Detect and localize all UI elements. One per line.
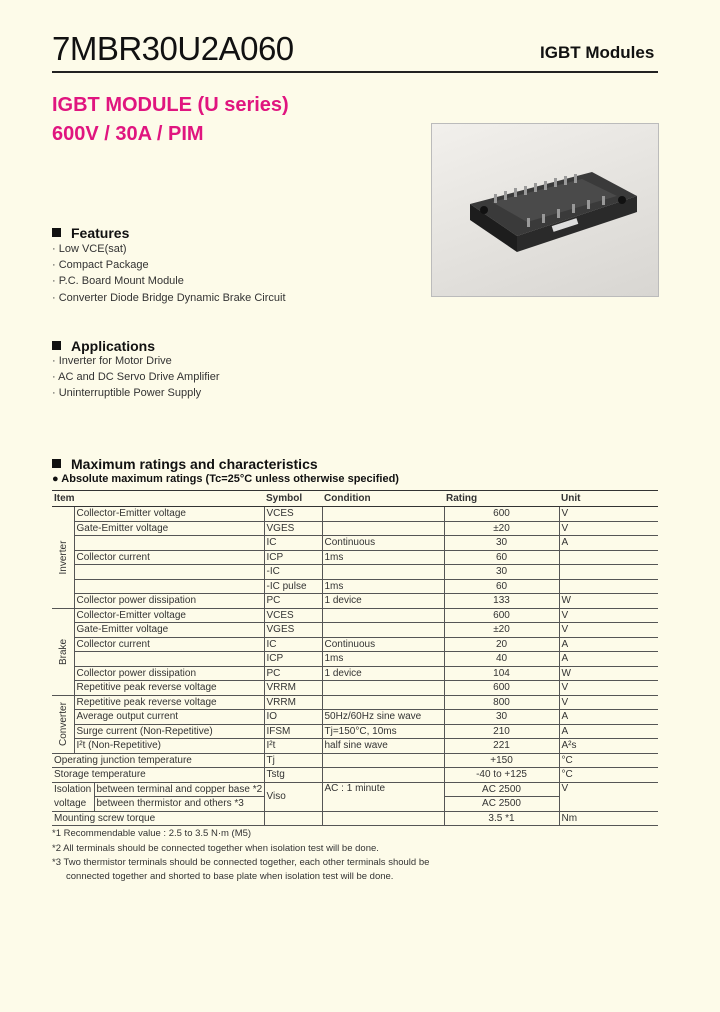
cell-item: Mounting screw torque (52, 811, 264, 826)
cell-symbol: PC (264, 594, 322, 609)
cell-symbol: VRRM (264, 695, 322, 710)
table-row (52, 550, 658, 565)
cell-condition (322, 608, 444, 623)
cell-rating: 600 (444, 681, 559, 696)
table-row (52, 637, 658, 652)
cell-rating: +150 (444, 753, 559, 768)
column-header: Unit (559, 491, 658, 507)
square-bullet-icon (52, 341, 61, 350)
feature-item: · Low VCE(sat) (52, 243, 127, 255)
table-row (52, 594, 658, 609)
ratings-heading-label: Maximum ratings and characteristics (71, 456, 318, 472)
cell-item: Gate-Emitter voltage (74, 623, 264, 638)
cell-item: Storage temperature (52, 768, 264, 783)
cell-item: Average output current (74, 710, 264, 725)
cell-condition: 1 device (322, 594, 444, 609)
cell-rating: 30 (444, 536, 559, 551)
cell-condition: 1ms (322, 579, 444, 594)
table-row (52, 739, 658, 754)
cell-symbol: I²t (264, 739, 322, 754)
column-header: Condition (322, 491, 444, 507)
cell-rating: 30 (444, 710, 559, 725)
column-header: Item (52, 491, 264, 507)
footnote: connected together and shorted to base plate when isolation test will be done. (66, 871, 394, 882)
cell-condition (322, 565, 444, 580)
cell-item: Collector power dissipation (74, 666, 264, 681)
cell-item: Collector power dissipation (74, 594, 264, 609)
column-header: Symbol (264, 491, 322, 507)
group-label-converter: Converter (52, 695, 74, 753)
ratings-subheading: ● Absolute maximum ratings (Tc=25°C unless otherwise specified) (52, 473, 399, 485)
cell-rating: 221 (444, 739, 559, 754)
cell-rating: 3.5 *1 (444, 811, 559, 826)
cell-item: Collector current (74, 550, 264, 565)
applications-heading (52, 338, 155, 354)
cell-condition: 1ms (322, 550, 444, 565)
feature-item: · Converter Diode Bridge Dynamic Brake Circuit (52, 292, 286, 304)
cell-symbol: Tstg (264, 768, 322, 783)
cell-item: Repetitive peak reverse voltage (74, 681, 264, 696)
cell-rating: 600 (444, 608, 559, 623)
table-row (52, 695, 658, 710)
cell-symbol: ICP (264, 652, 322, 667)
cell-unit: W (559, 666, 658, 681)
table-row (52, 666, 658, 681)
column-header: Rating (444, 491, 559, 507)
table-row (52, 608, 658, 623)
cell-condition: Tj=150°C, 10ms (322, 724, 444, 739)
cell-condition: 1 device (322, 666, 444, 681)
cell-condition (322, 811, 444, 826)
cell-condition: half sine wave (322, 739, 444, 754)
feature-item: · P.C. Board Mount Module (52, 275, 184, 287)
table-row (52, 681, 658, 696)
isolation-label (52, 782, 94, 811)
cell-unit: V (559, 521, 658, 536)
cell-unit: A (559, 724, 658, 739)
group-label-brake: Brake (52, 608, 74, 695)
product-photo (431, 123, 659, 297)
ratings-subheading-label: Absolute maximum ratings (Tc=25°C unless otherwise specified) (61, 473, 399, 485)
table-row (52, 652, 658, 667)
cell-symbol: VCES (264, 608, 322, 623)
cell-condition (322, 681, 444, 696)
cell-unit: V (559, 623, 658, 638)
cell-item: Repetitive peak reverse voltage (74, 695, 264, 710)
cell-symbol: -IC pulse (264, 579, 322, 594)
cell-rating: 104 (444, 666, 559, 681)
cell-symbol: PC (264, 666, 322, 681)
cell-item: Collector current (74, 637, 264, 652)
cell-unit: A (559, 536, 658, 551)
cell-unit: W (559, 594, 658, 609)
cell-item (74, 565, 264, 580)
cell-symbol: IC (264, 536, 322, 551)
square-bullet-icon (52, 228, 61, 237)
cell-condition: 50Hz/60Hz sine wave (322, 710, 444, 725)
footnote: *3 Two thermistor terminals should be connected together, each other terminals should be (52, 857, 430, 868)
table-row (52, 536, 658, 551)
cell-unit: Nm (559, 811, 658, 826)
cell-condition: AC : 1 minute (322, 782, 444, 811)
cell-item: between terminal and copper base *2 (94, 782, 264, 797)
cell-symbol: -IC (264, 565, 322, 580)
cell-rating: ±20 (444, 623, 559, 638)
cell-unit: V (559, 681, 658, 696)
cell-rating: ±20 (444, 521, 559, 536)
table-row (52, 782, 658, 797)
ratings-table (52, 490, 658, 826)
cell-rating: AC 2500 (444, 782, 559, 797)
application-item: · Inverter for Motor Drive (52, 355, 172, 367)
cell-item: Collector-Emitter voltage (74, 608, 264, 623)
cell-rating: 40 (444, 652, 559, 667)
cell-item: I²t (Non-Repetitive) (74, 739, 264, 754)
cell-rating: 600 (444, 507, 559, 522)
header-rule (52, 71, 658, 73)
cell-condition: 1ms (322, 652, 444, 667)
part-number: 7MBR30U2A060 (52, 30, 294, 67)
cell-condition (322, 695, 444, 710)
cell-unit: A²s (559, 739, 658, 754)
application-item: · Uninterruptible Power Supply (52, 387, 202, 399)
cell-unit: °C (559, 753, 658, 768)
cell-unit: °C (559, 768, 658, 783)
cell-item: Operating junction temperature (52, 753, 264, 768)
cell-symbol: IO (264, 710, 322, 725)
cell-unit: V (559, 782, 658, 811)
applications-heading-label: Applications (71, 338, 156, 354)
cell-unit: V (559, 507, 658, 522)
cell-symbol: Viso (264, 782, 322, 811)
table-row (52, 768, 658, 783)
cell-unit: A (559, 637, 658, 652)
cell-symbol: IFSM (264, 724, 322, 739)
cell-symbol: VCES (264, 507, 322, 522)
cell-condition: Continuous (322, 637, 444, 652)
cell-unit (559, 579, 658, 594)
features-heading (52, 225, 129, 241)
cell-unit: A (559, 652, 658, 667)
table-row (52, 565, 658, 580)
cell-rating: 210 (444, 724, 559, 739)
cell-condition (322, 623, 444, 638)
cell-unit (559, 550, 658, 565)
cell-rating: 60 (444, 579, 559, 594)
cell-unit: V (559, 608, 658, 623)
cell-rating: 30 (444, 565, 559, 580)
table-row (52, 710, 658, 725)
cell-condition (322, 768, 444, 783)
cell-item (74, 579, 264, 594)
table-row (52, 811, 658, 826)
cell-symbol: VRRM (264, 681, 322, 696)
cell-rating: 133 (444, 594, 559, 609)
cell-symbol: ICP (264, 550, 322, 565)
table-header-row (52, 491, 658, 507)
cell-rating: AC 2500 (444, 797, 559, 812)
cell-condition (322, 753, 444, 768)
cell-symbol: IC (264, 637, 322, 652)
page-subtitle: 600V / 30A / PIM (52, 123, 204, 145)
footnote: *2 All terminals should be connected together when isolation test will be done. (52, 843, 379, 854)
table-row (52, 623, 658, 638)
category-label: IGBT Modules (540, 43, 655, 62)
isolation-label-line: Isolation (54, 783, 92, 795)
cell-rating: 20 (444, 637, 559, 652)
table-row (52, 507, 658, 522)
cell-symbol: VGES (264, 521, 322, 536)
cell-item: Gate-Emitter voltage (74, 521, 264, 536)
footnote: *1 Recommendable value : 2.5 to 3.5 N·m (M5) (52, 828, 252, 839)
group-label-inverter: Inverter (52, 507, 74, 609)
cell-item: between thermistor and others *3 (94, 797, 264, 812)
cell-condition (322, 521, 444, 536)
cell-unit: A (559, 710, 658, 725)
isolation-label-line: voltage (54, 797, 87, 809)
cell-item (74, 652, 264, 667)
feature-item: · Compact Package (52, 259, 149, 271)
features-heading-label: Features (71, 225, 130, 241)
cell-condition (322, 507, 444, 522)
cell-unit (559, 565, 658, 580)
igbt-module-illustration (432, 124, 658, 296)
page-title: IGBT MODULE (U series) (52, 94, 289, 116)
table-row (52, 579, 658, 594)
cell-symbol: VGES (264, 623, 322, 638)
application-item: · AC and DC Servo Drive Amplifier (52, 371, 220, 383)
cell-unit: V (559, 695, 658, 710)
cell-symbol: Tj (264, 753, 322, 768)
table-row (52, 521, 658, 536)
cell-item (74, 536, 264, 551)
square-bullet-icon (52, 459, 61, 468)
cell-rating: 800 (444, 695, 559, 710)
cell-symbol (264, 811, 322, 826)
cell-condition: Continuous (322, 536, 444, 551)
ratings-heading (52, 456, 318, 472)
cell-rating: 60 (444, 550, 559, 565)
cell-item: Surge current (Non-Repetitive) (74, 724, 264, 739)
cell-rating: -40 to +125 (444, 768, 559, 783)
table-row (52, 753, 658, 768)
table-row (52, 724, 658, 739)
cell-item: Collector-Emitter voltage (74, 507, 264, 522)
